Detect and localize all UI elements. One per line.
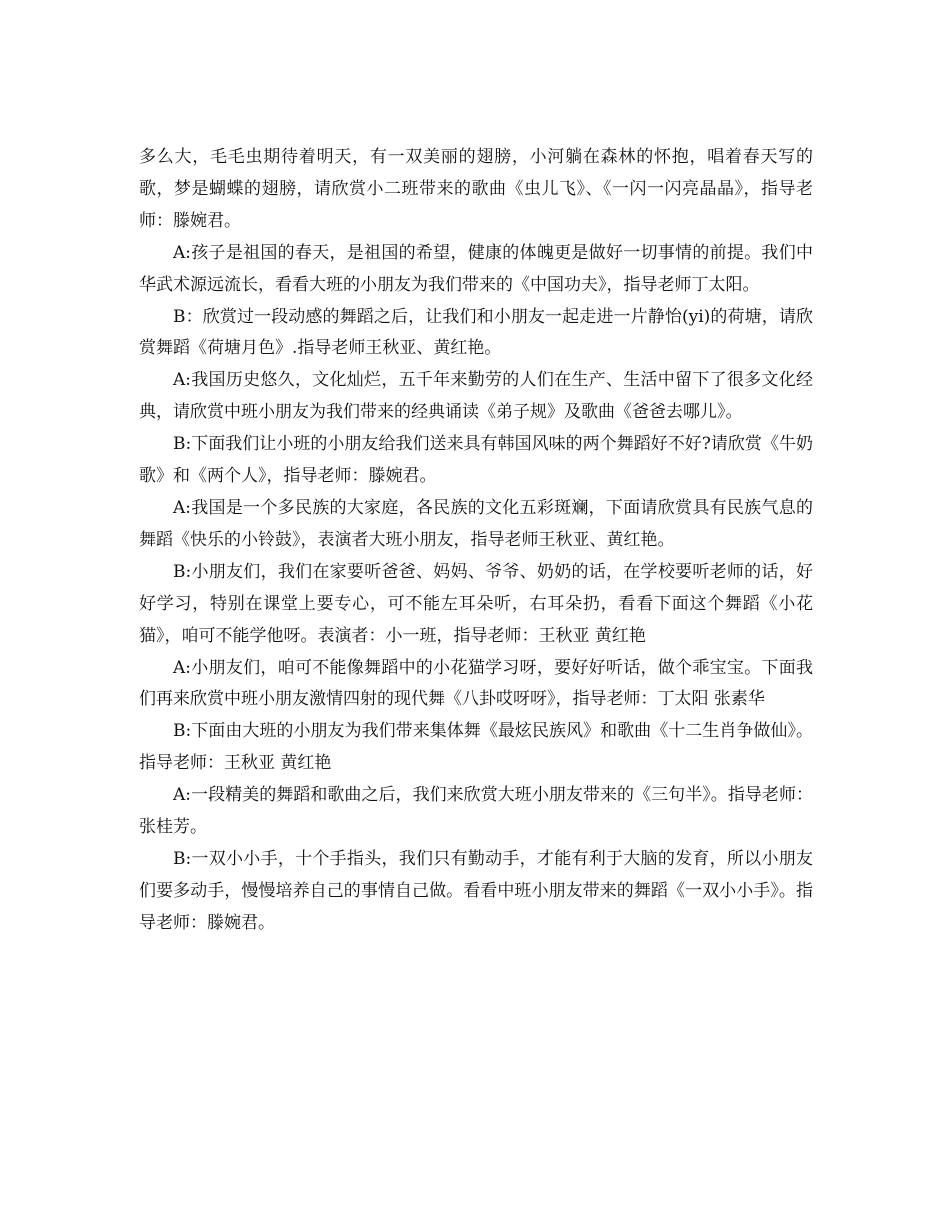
paragraph: A:孩子是祖国的春天，是祖国的希望，健康的体魄更是做好一切事情的前提。我们中华武术源远流长，看看大班的小朋友为我们带来的《中国功夫》，指导老师丁太阳。 [139, 242, 813, 295]
paragraph: B:下面我们让小班的小朋友给我们送来具有韩国风味的两个舞蹈好不好?请欣赏《牛奶歌》和《两个人》，指导老师：滕婉君。 [139, 434, 813, 487]
paragraph-continued: 多么大，毛毛虫期待着明天，有一双美丽的翅膀，小河躺在森林的怀抱，唱着春天写的歌，梦是蝴蝶的翅膀，请欣赏小二班带来的歌曲《虫儿飞》、《一闪一闪亮晶晶》，指导老师：滕婉君。 [139, 147, 813, 231]
paragraph: B：欣赏过一段动感的舞蹈之后，让我们和小朋友一起走进一片静怡(yi)的荷塘，请欣赏舞蹈《荷塘月色》.指导老师王秋亚、黄红艳。 [139, 306, 813, 359]
paragraph: A:我国历史悠久，文化灿烂，五千年来勤劳的人们在生产、生活中留下了很多文化经典，请欣赏中班小朋友为我们带来的经典诵读《弟子规》及歌曲《爸爸去哪儿》。 [139, 370, 813, 423]
paragraph: A:我国是一个多民族的大家庭，各民族的文化五彩斑斓，下面请欣赏具有民族气息的舞蹈《快乐的小铃鼓》，表演者大班小朋友，指导老师王秋亚、黄红艳。 [139, 497, 813, 550]
paragraph: B:小朋友们，我们在家要听爸爸、妈妈、爷爷、奶奶的话，在学校要听老师的话，好好学习，特别在课堂上要专心，可不能左耳朵听，右耳朵扔，看看下面这个舞蹈《小花猫》，咱可不能学他呀。表演者：小一班，指导老师：王秋亚 黄红艳 [139, 561, 813, 646]
paragraph: A:小朋友们，咱可不能像舞蹈中的小花猫学习呀，要好好听话，做个乖宝宝。下面我们再来欣赏中班小朋友激情四射的现代舞《八卦哎呀呀》，指导老师：丁太阳 张素华 [139, 657, 813, 710]
paragraph: B:下面由大班的小朋友为我们带来集体舞《最炫民族风》和歌曲《十二生肖争做仙》。指导老师：王秋亚 黄红艳 [139, 721, 813, 774]
paragraph: B:一双小小手，十个手指头，我们只有勤动手，才能有利于大脑的发育，所以小朋友们要多动手，慢慢培养自己的事情自己做。看看中班小朋友带来的舞蹈《一双小小手》。指导老师：滕婉君。 [139, 848, 813, 933]
paragraph: A:一段精美的舞蹈和歌曲之后，我们来欣赏大班小朋友带来的《三句半》。指导老师：张桂芳。 [139, 785, 813, 838]
document-body [139, 142, 813, 940]
